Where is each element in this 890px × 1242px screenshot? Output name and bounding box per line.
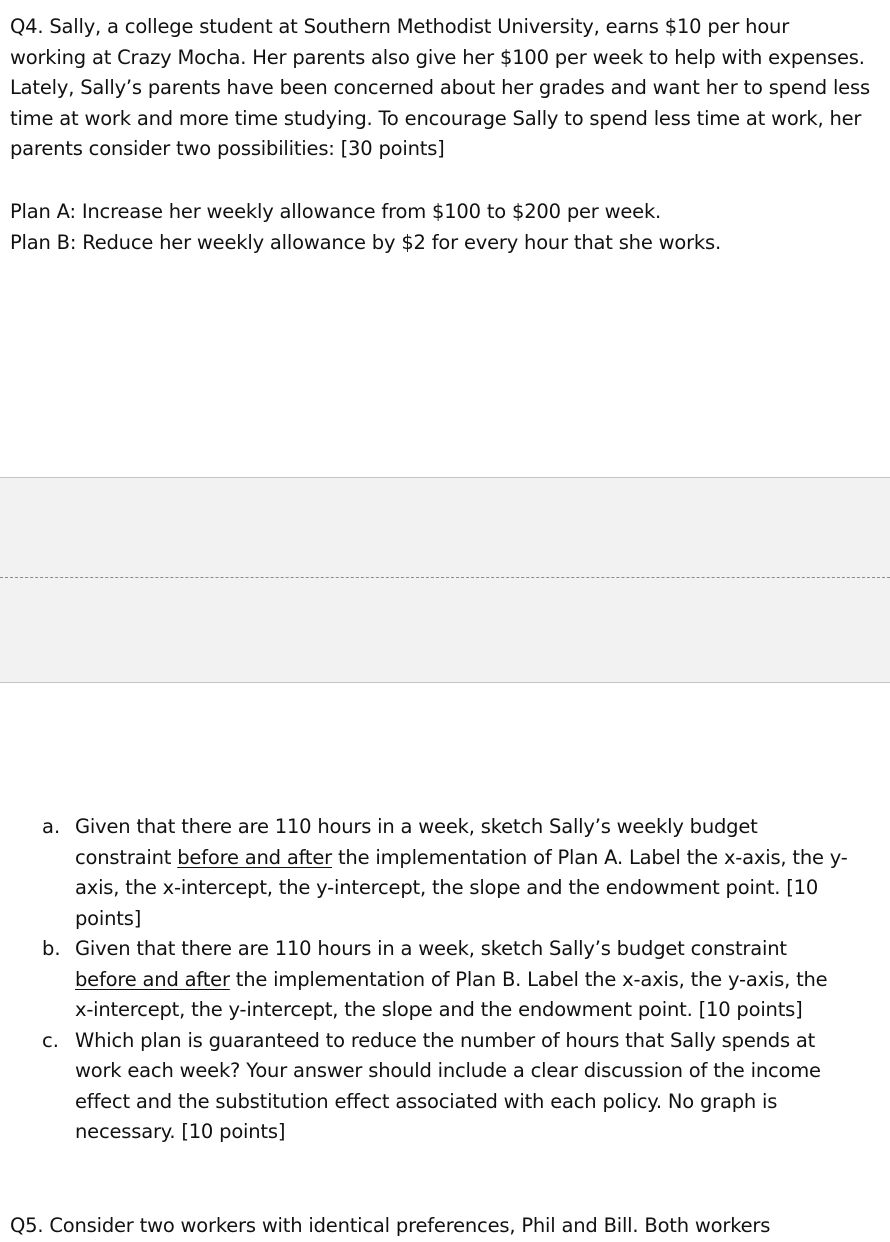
sub-question-list	[0, 812, 890, 1148]
sub-question-text: Given that there are 110 hours in a week, sketch Sally’s budget constraint before and after the implementation of Plan B. Label the x-axis, the y-axis, the x-intercept, the y-intercept, the slope and the endowment point. [10 points]	[75, 937, 828, 1021]
sub-question-letter: a.	[42, 815, 61, 838]
plan-list	[10, 197, 870, 258]
plan-b: Plan B: Reduce her weekly allowance by $2 for every hour that she works.	[10, 230, 721, 254]
question-5-cut-off: Q5. Consider two workers with identical preferences, Phil and Bill. Both workers	[10, 1214, 771, 1237]
sub-question-c	[0, 1026, 890, 1148]
sub-question-a	[0, 812, 890, 934]
sub-question-text: Given that there are 110 hours in a week, sketch Sally’s weekly budget constraint before and after the implementation of Plan A. Label the x-axis, the y-axis, the x-intercept, the y-intercept, the slope and the endowment point. [10 points]	[75, 815, 848, 930]
sub-question-letter: c.	[42, 1028, 59, 1052]
underlined-phrase: before and after	[177, 845, 332, 869]
page-break-divider	[0, 577, 890, 578]
plan-a: Plan A: Increase her weekly allowance from $100 to $200 per week.	[10, 200, 662, 223]
underlined-phrase: before and after	[75, 967, 230, 991]
question-4-intro: Q4. Sally, a college student at Southern Methodist University, earns $10 per hour working at Crazy Mocha. Her parents also give her $100 per week to help with expenses. Lately, Sally’s parents have been concerned about her grades and want her to spend less time at work and more time studying. To encourage Sally to spend less time at work, her parents consider two possibilities: [30 points]	[10, 15, 870, 160]
sub-question-letter: b.	[42, 937, 61, 960]
sub-question-text: Which plan is guaranteed to reduce the number of hours that Sally spends at work each week? Your answer should include a clear discussion of the income effect and the substitution effect associated with each policy. No graph is necessary. [10 points]	[75, 1028, 821, 1143]
sub-question-b	[0, 934, 890, 1026]
page-break-gap	[0, 477, 890, 683]
